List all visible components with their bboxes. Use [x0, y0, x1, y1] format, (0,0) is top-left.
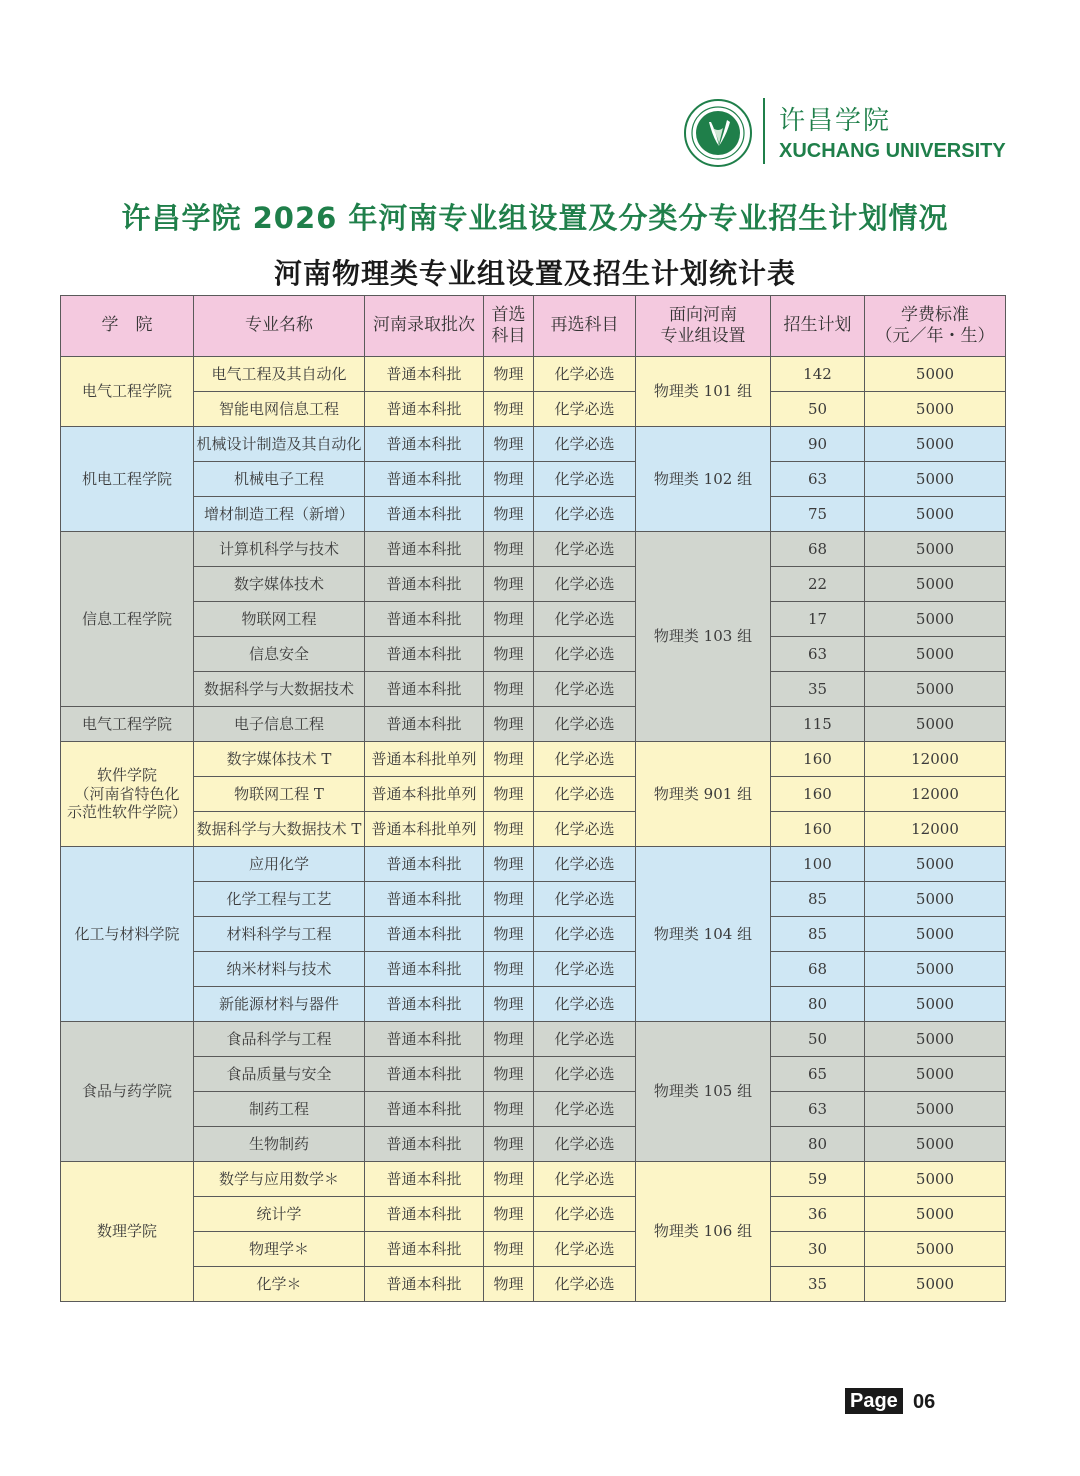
batch-cell: 普通本科批	[365, 882, 484, 917]
group-cell: 物理类 101 组	[636, 357, 771, 427]
major-cell: 物联网工程	[194, 602, 365, 637]
second-subject-cell: 化学必选	[534, 987, 636, 1022]
batch-cell: 普通本科批	[365, 602, 484, 637]
fee-cell: 5000	[865, 952, 1006, 987]
table-row	[61, 392, 1006, 427]
second-subject-cell: 化学必选	[534, 637, 636, 672]
batch-cell: 普通本科批	[365, 567, 484, 602]
batch-cell: 普通本科批	[365, 707, 484, 742]
batch-cell: 普通本科批	[365, 917, 484, 952]
batch-cell: 普通本科批	[365, 497, 484, 532]
fee-cell: 5000	[865, 1022, 1006, 1057]
fee-cell: 5000	[865, 1057, 1006, 1092]
major-cell: 物理学＊	[194, 1232, 365, 1267]
second-subject-cell: 化学必选	[534, 1162, 636, 1197]
header-fee: 学费标准 （元／年・生）	[865, 296, 1006, 357]
major-cell: 数据科学与大数据技术 T	[194, 812, 365, 847]
second-subject-cell: 化学必选	[534, 707, 636, 742]
plan-cell: 63	[771, 462, 865, 497]
first-subject-cell: 物理	[484, 1232, 534, 1267]
fee-cell: 5000	[865, 917, 1006, 952]
first-subject-cell: 物理	[484, 357, 534, 392]
second-subject-cell: 化学必选	[534, 1057, 636, 1092]
university-logo-icon	[683, 98, 753, 168]
first-subject-cell: 物理	[484, 637, 534, 672]
fee-cell: 5000	[865, 602, 1006, 637]
table-row	[61, 497, 1006, 532]
plan-cell: 142	[771, 357, 865, 392]
fee-cell: 5000	[865, 637, 1006, 672]
college-cell: 数理学院	[61, 1162, 194, 1302]
first-subject-cell: 物理	[484, 987, 534, 1022]
major-cell: 应用化学	[194, 847, 365, 882]
plan-cell: 65	[771, 1057, 865, 1092]
batch-cell: 普通本科批	[365, 987, 484, 1022]
fee-cell: 5000	[865, 567, 1006, 602]
first-subject-cell: 物理	[484, 497, 534, 532]
fee-cell: 5000	[865, 462, 1006, 497]
second-subject-cell: 化学必选	[534, 567, 636, 602]
major-cell: 数字媒体技术 T	[194, 742, 365, 777]
batch-cell: 普通本科批	[365, 1232, 484, 1267]
first-subject-cell: 物理	[484, 1092, 534, 1127]
major-cell: 新能源材料与器件	[194, 987, 365, 1022]
plan-cell: 63	[771, 637, 865, 672]
batch-cell: 普通本科批	[365, 1092, 484, 1127]
fee-cell: 12000	[865, 812, 1006, 847]
group-cell: 物理类 102 组	[636, 427, 771, 532]
table-row	[61, 532, 1006, 567]
group-cell: 物理类 104 组	[636, 847, 771, 1022]
table-row	[61, 777, 1006, 812]
plan-cell: 22	[771, 567, 865, 602]
college-cell: 化工与材料学院	[61, 847, 194, 1022]
batch-cell: 普通本科批单列	[365, 812, 484, 847]
group-cell: 物理类 105 组	[636, 1022, 771, 1162]
plan-cell: 85	[771, 917, 865, 952]
first-subject-cell: 物理	[484, 707, 534, 742]
group-cell: 物理类 901 组	[636, 742, 771, 847]
header-first-subject: 首选 科目	[484, 296, 534, 357]
header-group: 面向河南 专业组设置	[636, 296, 771, 357]
table-row	[61, 602, 1006, 637]
plan-cell: 90	[771, 427, 865, 462]
second-subject-cell: 化学必选	[534, 462, 636, 497]
second-subject-cell: 化学必选	[534, 847, 636, 882]
major-cell: 化学＊	[194, 1267, 365, 1302]
header-plan: 招生计划	[771, 296, 865, 357]
second-subject-cell: 化学必选	[534, 357, 636, 392]
plan-cell: 63	[771, 1092, 865, 1127]
plan-cell: 35	[771, 672, 865, 707]
table-row	[61, 1162, 1006, 1197]
table-row	[61, 1197, 1006, 1232]
table-row	[61, 1267, 1006, 1302]
batch-cell: 普通本科批	[365, 637, 484, 672]
second-subject-cell: 化学必选	[534, 1092, 636, 1127]
table-row	[61, 357, 1006, 392]
batch-cell: 普通本科批	[365, 462, 484, 497]
first-subject-cell: 物理	[484, 532, 534, 567]
batch-cell: 普通本科批	[365, 847, 484, 882]
major-cell: 数据科学与大数据技术	[194, 672, 365, 707]
fee-cell: 12000	[865, 777, 1006, 812]
fee-cell: 5000	[865, 1127, 1006, 1162]
second-subject-cell: 化学必选	[534, 1022, 636, 1057]
second-subject-cell: 化学必选	[534, 427, 636, 462]
plan-cell: 36	[771, 1197, 865, 1232]
group-cell: 物理类 106 组	[636, 1162, 771, 1302]
second-subject-cell: 化学必选	[534, 602, 636, 637]
plan-cell: 50	[771, 392, 865, 427]
plan-cell: 100	[771, 847, 865, 882]
second-subject-cell: 化学必选	[534, 1267, 636, 1302]
batch-cell: 普通本科批	[365, 427, 484, 462]
first-subject-cell: 物理	[484, 602, 534, 637]
college-cell: 软件学院 （河南省特色化 示范性软件学院）	[61, 742, 194, 847]
batch-cell: 普通本科批	[365, 672, 484, 707]
batch-cell: 普通本科批	[365, 1057, 484, 1092]
fee-cell: 5000	[865, 707, 1006, 742]
logo-divider	[763, 98, 765, 164]
first-subject-cell: 物理	[484, 777, 534, 812]
table-row	[61, 882, 1006, 917]
fee-cell: 5000	[865, 1232, 1006, 1267]
batch-cell: 普通本科批	[365, 357, 484, 392]
first-subject-cell: 物理	[484, 847, 534, 882]
batch-cell: 普通本科批	[365, 952, 484, 987]
batch-cell: 普通本科批	[365, 1022, 484, 1057]
table-title: 河南物理类专业组设置及招生计划统计表	[273, 257, 796, 290]
college-cell: 电气工程学院	[61, 707, 194, 742]
plan-cell: 59	[771, 1162, 865, 1197]
first-subject-cell: 物理	[484, 567, 534, 602]
major-cell: 纳米材料与技术	[194, 952, 365, 987]
fee-cell: 5000	[865, 357, 1006, 392]
plan-cell: 35	[771, 1267, 865, 1302]
group-cell: 物理类 103 组	[636, 532, 771, 742]
first-subject-cell: 物理	[484, 882, 534, 917]
first-subject-cell: 物理	[484, 392, 534, 427]
fee-cell: 5000	[865, 987, 1006, 1022]
plan-cell: 50	[771, 1022, 865, 1057]
batch-cell: 普通本科批	[365, 532, 484, 567]
fee-cell: 5000	[865, 1197, 1006, 1232]
university-name-en: XUCHANG UNIVERSITY	[779, 140, 1006, 162]
first-subject-cell: 物理	[484, 1057, 534, 1092]
major-cell: 智能电网信息工程	[194, 392, 365, 427]
table-row	[61, 812, 1006, 847]
second-subject-cell: 化学必选	[534, 497, 636, 532]
second-subject-cell: 化学必选	[534, 882, 636, 917]
second-subject-cell: 化学必选	[534, 952, 636, 987]
second-subject-cell: 化学必选	[534, 777, 636, 812]
major-cell: 食品质量与安全	[194, 1057, 365, 1092]
major-cell: 数学与应用数学＊	[194, 1162, 365, 1197]
table-row	[61, 1127, 1006, 1162]
major-cell: 制药工程	[194, 1092, 365, 1127]
second-subject-cell: 化学必选	[534, 812, 636, 847]
fee-cell: 12000	[865, 742, 1006, 777]
table-row	[61, 462, 1006, 497]
batch-cell: 普通本科批	[365, 1162, 484, 1197]
major-cell: 生物制药	[194, 1127, 365, 1162]
page-label: Page	[845, 1388, 903, 1414]
table-row	[61, 917, 1006, 952]
plan-cell: 75	[771, 497, 865, 532]
fee-cell: 5000	[865, 672, 1006, 707]
fee-cell: 5000	[865, 1267, 1006, 1302]
table-row	[61, 707, 1006, 742]
table-row	[61, 637, 1006, 672]
plan-cell: 30	[771, 1232, 865, 1267]
table-body	[61, 357, 1006, 1302]
plan-cell: 17	[771, 602, 865, 637]
major-cell: 材料科学与工程	[194, 917, 365, 952]
batch-cell: 普通本科批	[365, 1267, 484, 1302]
second-subject-cell: 化学必选	[534, 672, 636, 707]
first-subject-cell: 物理	[484, 462, 534, 497]
header-second-subject: 再选科目	[534, 296, 636, 357]
college-cell: 机电工程学院	[61, 427, 194, 532]
plan-cell: 80	[771, 1127, 865, 1162]
table-row	[61, 742, 1006, 777]
first-subject-cell: 物理	[484, 1197, 534, 1232]
second-subject-cell: 化学必选	[534, 532, 636, 567]
major-cell: 增材制造工程（新增）	[194, 497, 365, 532]
major-cell: 机械电子工程	[194, 462, 365, 497]
major-cell: 统计学	[194, 1197, 365, 1232]
second-subject-cell: 化学必选	[534, 917, 636, 952]
fee-cell: 5000	[865, 1092, 1006, 1127]
table-row	[61, 567, 1006, 602]
fee-cell: 5000	[865, 882, 1006, 917]
first-subject-cell: 物理	[484, 427, 534, 462]
fee-cell: 5000	[865, 1162, 1006, 1197]
first-subject-cell: 物理	[484, 1162, 534, 1197]
second-subject-cell: 化学必选	[534, 1232, 636, 1267]
fee-cell: 5000	[865, 532, 1006, 567]
major-cell: 计算机科学与技术	[194, 532, 365, 567]
plan-cell: 115	[771, 707, 865, 742]
batch-cell: 普通本科批单列	[365, 777, 484, 812]
second-subject-cell: 化学必选	[534, 392, 636, 427]
page-number: 06	[913, 1391, 936, 1413]
university-name-cn: 许昌学院	[779, 106, 892, 136]
admission-plan-table	[60, 295, 1006, 1302]
first-subject-cell: 物理	[484, 1127, 534, 1162]
plan-cell: 160	[771, 812, 865, 847]
second-subject-cell: 化学必选	[534, 742, 636, 777]
plan-cell: 85	[771, 882, 865, 917]
fee-cell: 5000	[865, 427, 1006, 462]
table-row	[61, 1057, 1006, 1092]
fee-cell: 5000	[865, 392, 1006, 427]
table-row	[61, 952, 1006, 987]
major-cell: 电气工程及其自动化	[194, 357, 365, 392]
batch-cell: 普通本科批	[365, 1197, 484, 1232]
plan-cell: 68	[771, 952, 865, 987]
header-batch: 河南录取批次	[365, 296, 484, 357]
college-cell: 电气工程学院	[61, 357, 194, 427]
university-header	[683, 98, 1023, 170]
first-subject-cell: 物理	[484, 672, 534, 707]
fee-cell: 5000	[865, 847, 1006, 882]
major-cell: 电子信息工程	[194, 707, 365, 742]
major-cell: 机械设计制造及其自动化	[194, 427, 365, 462]
major-cell: 食品科学与工程	[194, 1022, 365, 1057]
page-title: 许昌学院 2026 年河南专业组设置及分类分专业招生计划情况	[121, 201, 949, 235]
table-row	[61, 427, 1006, 462]
batch-cell: 普通本科批	[365, 392, 484, 427]
plan-cell: 80	[771, 987, 865, 1022]
fee-cell: 5000	[865, 497, 1006, 532]
second-subject-cell: 化学必选	[534, 1127, 636, 1162]
college-cell: 信息工程学院	[61, 532, 194, 707]
table-row	[61, 1232, 1006, 1267]
first-subject-cell: 物理	[484, 1022, 534, 1057]
first-subject-cell: 物理	[484, 917, 534, 952]
college-cell: 食品与药学院	[61, 1022, 194, 1162]
table-row	[61, 987, 1006, 1022]
major-cell: 化学工程与工艺	[194, 882, 365, 917]
table-row	[61, 1092, 1006, 1127]
first-subject-cell: 物理	[484, 1267, 534, 1302]
table-row	[61, 847, 1006, 882]
second-subject-cell: 化学必选	[534, 1197, 636, 1232]
plan-cell: 160	[771, 742, 865, 777]
major-cell: 物联网工程 T	[194, 777, 365, 812]
header-major: 专业名称	[194, 296, 365, 357]
table-row	[61, 1022, 1006, 1057]
batch-cell: 普通本科批单列	[365, 742, 484, 777]
first-subject-cell: 物理	[484, 812, 534, 847]
table-header-row	[61, 296, 1006, 357]
first-subject-cell: 物理	[484, 742, 534, 777]
header-college: 学 院	[61, 296, 194, 357]
major-cell: 信息安全	[194, 637, 365, 672]
table-row	[61, 672, 1006, 707]
first-subject-cell: 物理	[484, 952, 534, 987]
major-cell: 数字媒体技术	[194, 567, 365, 602]
batch-cell: 普通本科批	[365, 1127, 484, 1162]
plan-cell: 160	[771, 777, 865, 812]
plan-cell: 68	[771, 532, 865, 567]
